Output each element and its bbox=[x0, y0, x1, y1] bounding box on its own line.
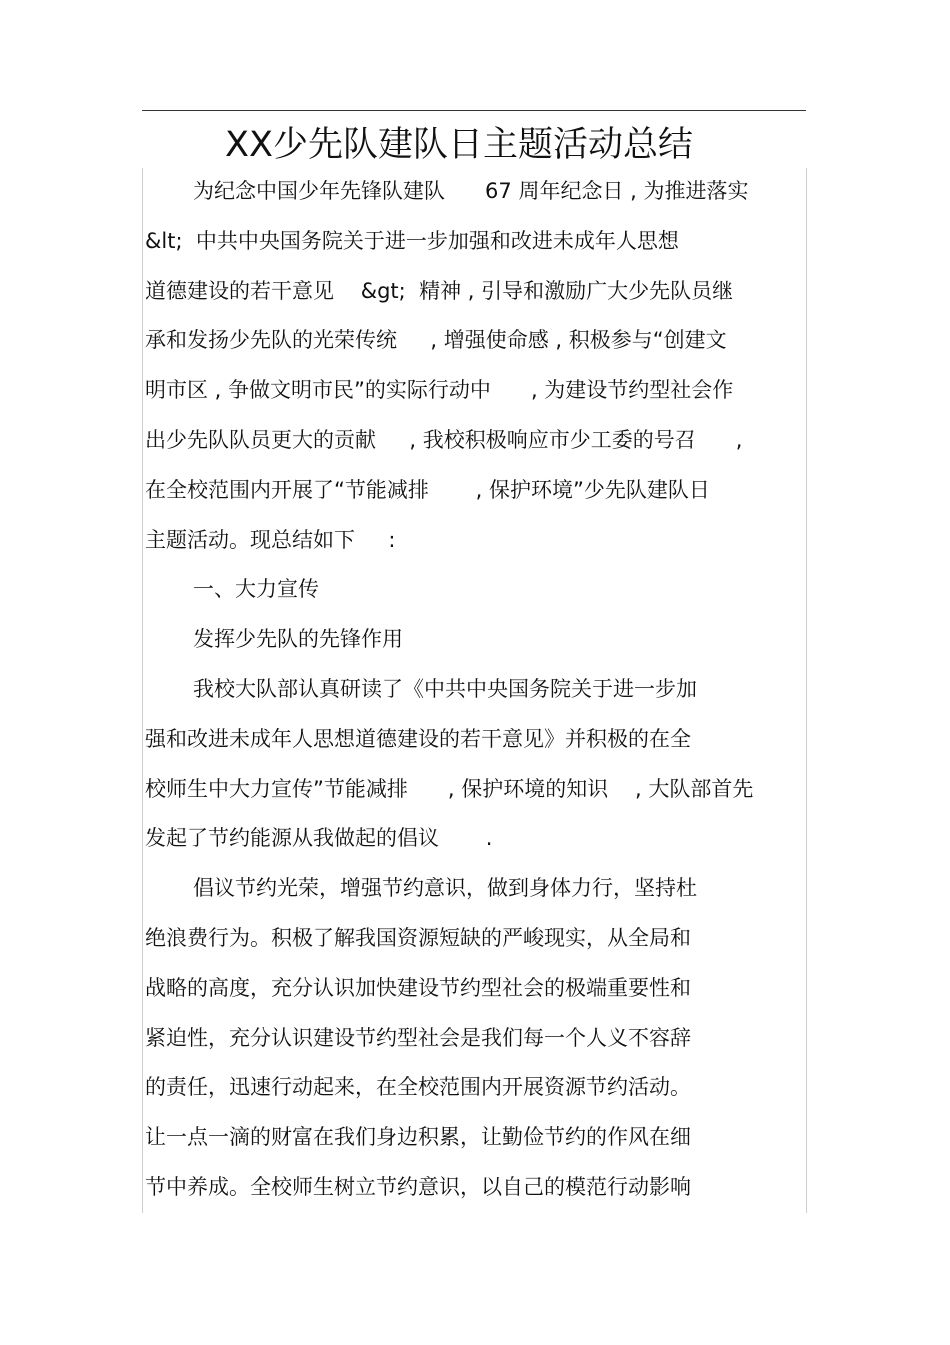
paragraph-line: 道德建设的若干意见 &gt; 精神 , 引导和激励广大少先队员继 bbox=[145, 278, 734, 303]
paragraph-line: 让一点一滴的财富在我们身边积累，让勤俭节约的作风在细 bbox=[145, 1125, 691, 1150]
paragraph-line: 一、大力宣传 bbox=[193, 577, 319, 602]
paragraph-line: 主题活动。现总结如下 : bbox=[145, 527, 396, 552]
paragraph-line: 出少先队队员更大的贡献 , 我校积极响应市少工委的号召 , bbox=[145, 427, 743, 452]
top-rule bbox=[142, 110, 806, 111]
paragraph-line: 校师生中大力宣传”节能减排 , 保护环境的知识 , 大队部首先 bbox=[145, 776, 754, 801]
paragraph-line: 发起了节约能源从我做起的倡议 . bbox=[145, 826, 493, 851]
paragraph-line: 明市区 , 争做文明市民”的实际行动中 , 为建设节约型社会作 bbox=[145, 378, 734, 403]
paragraph-line: 为纪念中国少年先锋队建队 67 周年纪念日 , 为推进落实 bbox=[193, 179, 749, 203]
paragraph-line: 绝浪费行为。积极了解我国资源短缺的严峻现实，从全局和 bbox=[145, 925, 691, 950]
paragraph-line: 倡议节约光荣，增强节约意识，做到身体力行，坚持杜 bbox=[193, 876, 697, 901]
paragraph-line: 战略的高度，充分认识加快建设节约型社会的极端重要性和 bbox=[145, 975, 691, 1000]
paragraph-line: 紧迫性，充分认识建设节约型社会是我们每一个人义不容辞 bbox=[145, 1025, 691, 1050]
paragraph-line: 发挥少先队的先锋作用 bbox=[193, 627, 403, 652]
paragraph-line: 的责任，迅速行动起来，在全校范围内开展资源节约活动。 bbox=[145, 1075, 691, 1100]
document-body bbox=[145, 167, 805, 1213]
left-margin-line bbox=[142, 168, 143, 1213]
document-title: XX少先队建队日主题活动总结 bbox=[225, 125, 693, 165]
paragraph-line: 我校大队部认真研读了《中共中央国务院关于进一步加 bbox=[193, 676, 697, 701]
paragraph-line: 节中养成。全校师生树立节约意识，以自己的模范行动影响 bbox=[145, 1174, 691, 1199]
right-margin-line bbox=[806, 168, 807, 1213]
paragraph-line: &lt; 中共中央国务院关于进一步加强和改进未成年人思想 bbox=[145, 228, 679, 253]
paragraph-line: 在全校范围内开展了“节能减排 , 保护环境”少先队建队日 bbox=[145, 477, 710, 502]
paragraph-line: 强和改进未成年人思想道德建设的若干意见》并积极的在全 bbox=[145, 726, 691, 751]
paragraph-line: 承和发扬少先队的光荣传统 , 增强使命感 , 积极参与“创建文 bbox=[145, 328, 727, 353]
